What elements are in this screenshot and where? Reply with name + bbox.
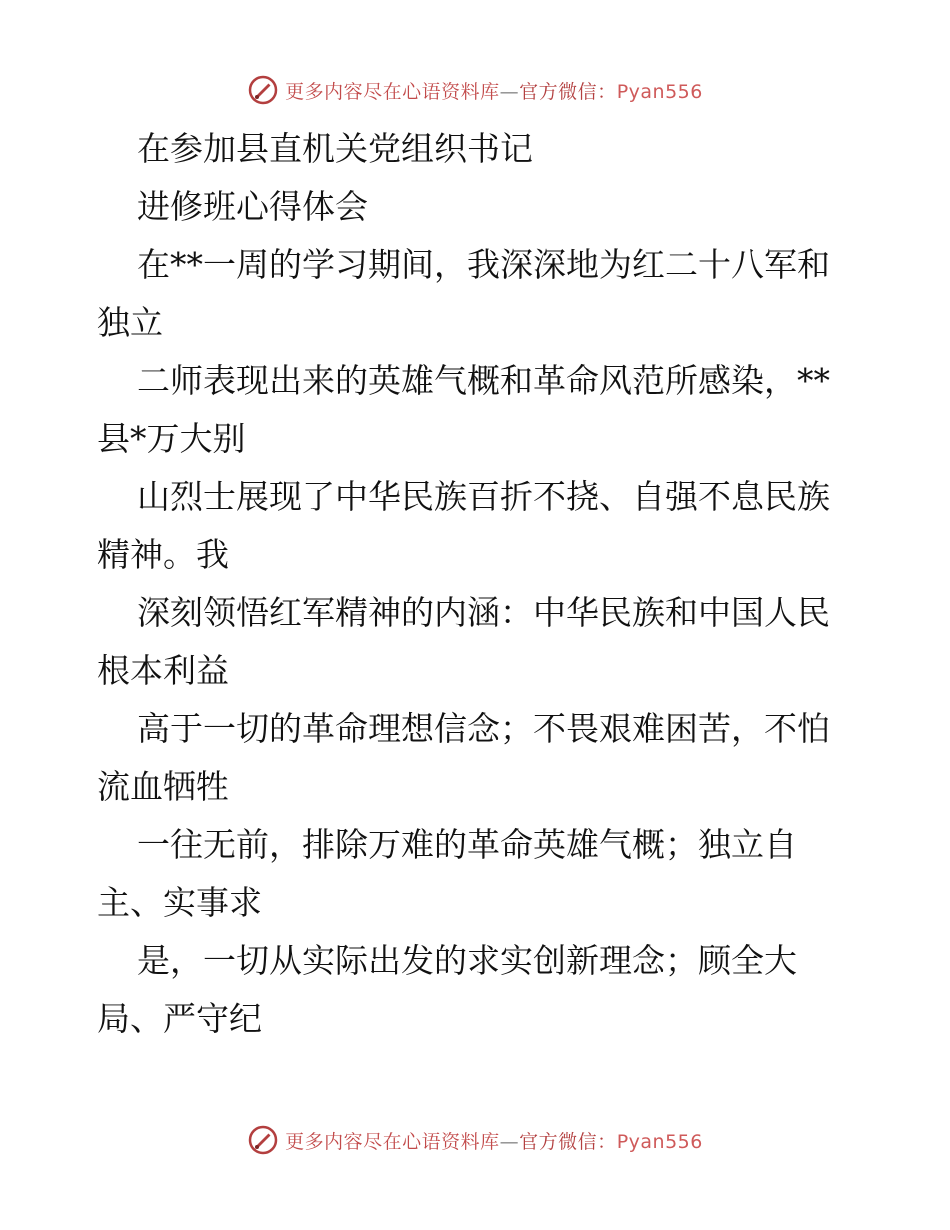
text-line: 根本利益 [97,651,229,690]
title-line-1: 在参加县直机关党组织书记 [137,129,533,168]
header-watermark-text: 更多内容尽在心语资料库—官方微信：Pyan556 [285,80,703,103]
text-line: 深刻领悟红军精神的内涵：中华民族和中国人民 [137,593,830,632]
text-line: 二师表现出来的英雄气概和革命风范所感染，** [137,361,830,400]
text-line: 高于一切的革命理想信念；不畏艰难困苦，不怕 [137,709,830,748]
footer-watermark-text: 更多内容尽在心语资料库—官方微信：Pyan556 [285,1130,703,1153]
text-line: 山烈士展现了中华民族百折不挠、自强不息民族 [137,477,830,516]
text-line: 主、实事求 [97,883,262,922]
title-line-2: 进修班心得体会 [137,187,368,226]
text-line: 县*万大别 [97,419,246,458]
text-line: 局、严守纪 [97,999,262,1038]
quill-logo-icon [247,1124,279,1156]
text-line: 精神。我 [97,535,229,574]
text-line: 是，一切从实际出发的求实创新理念；顾全大 [137,941,797,980]
text-line: 流血牺牲 [97,767,229,806]
footer-watermark-banner [0,1120,950,1160]
quill-logo-icon [247,74,279,106]
header-watermark-banner [0,70,950,110]
text-line: 在**一周的学习期间，我深深地为红二十八军和 [137,245,830,284]
text-line: 一往无前，排除万难的革命英雄气概；独立自 [137,825,797,864]
document-body [97,120,857,1048]
text-line: 独立 [97,303,163,342]
